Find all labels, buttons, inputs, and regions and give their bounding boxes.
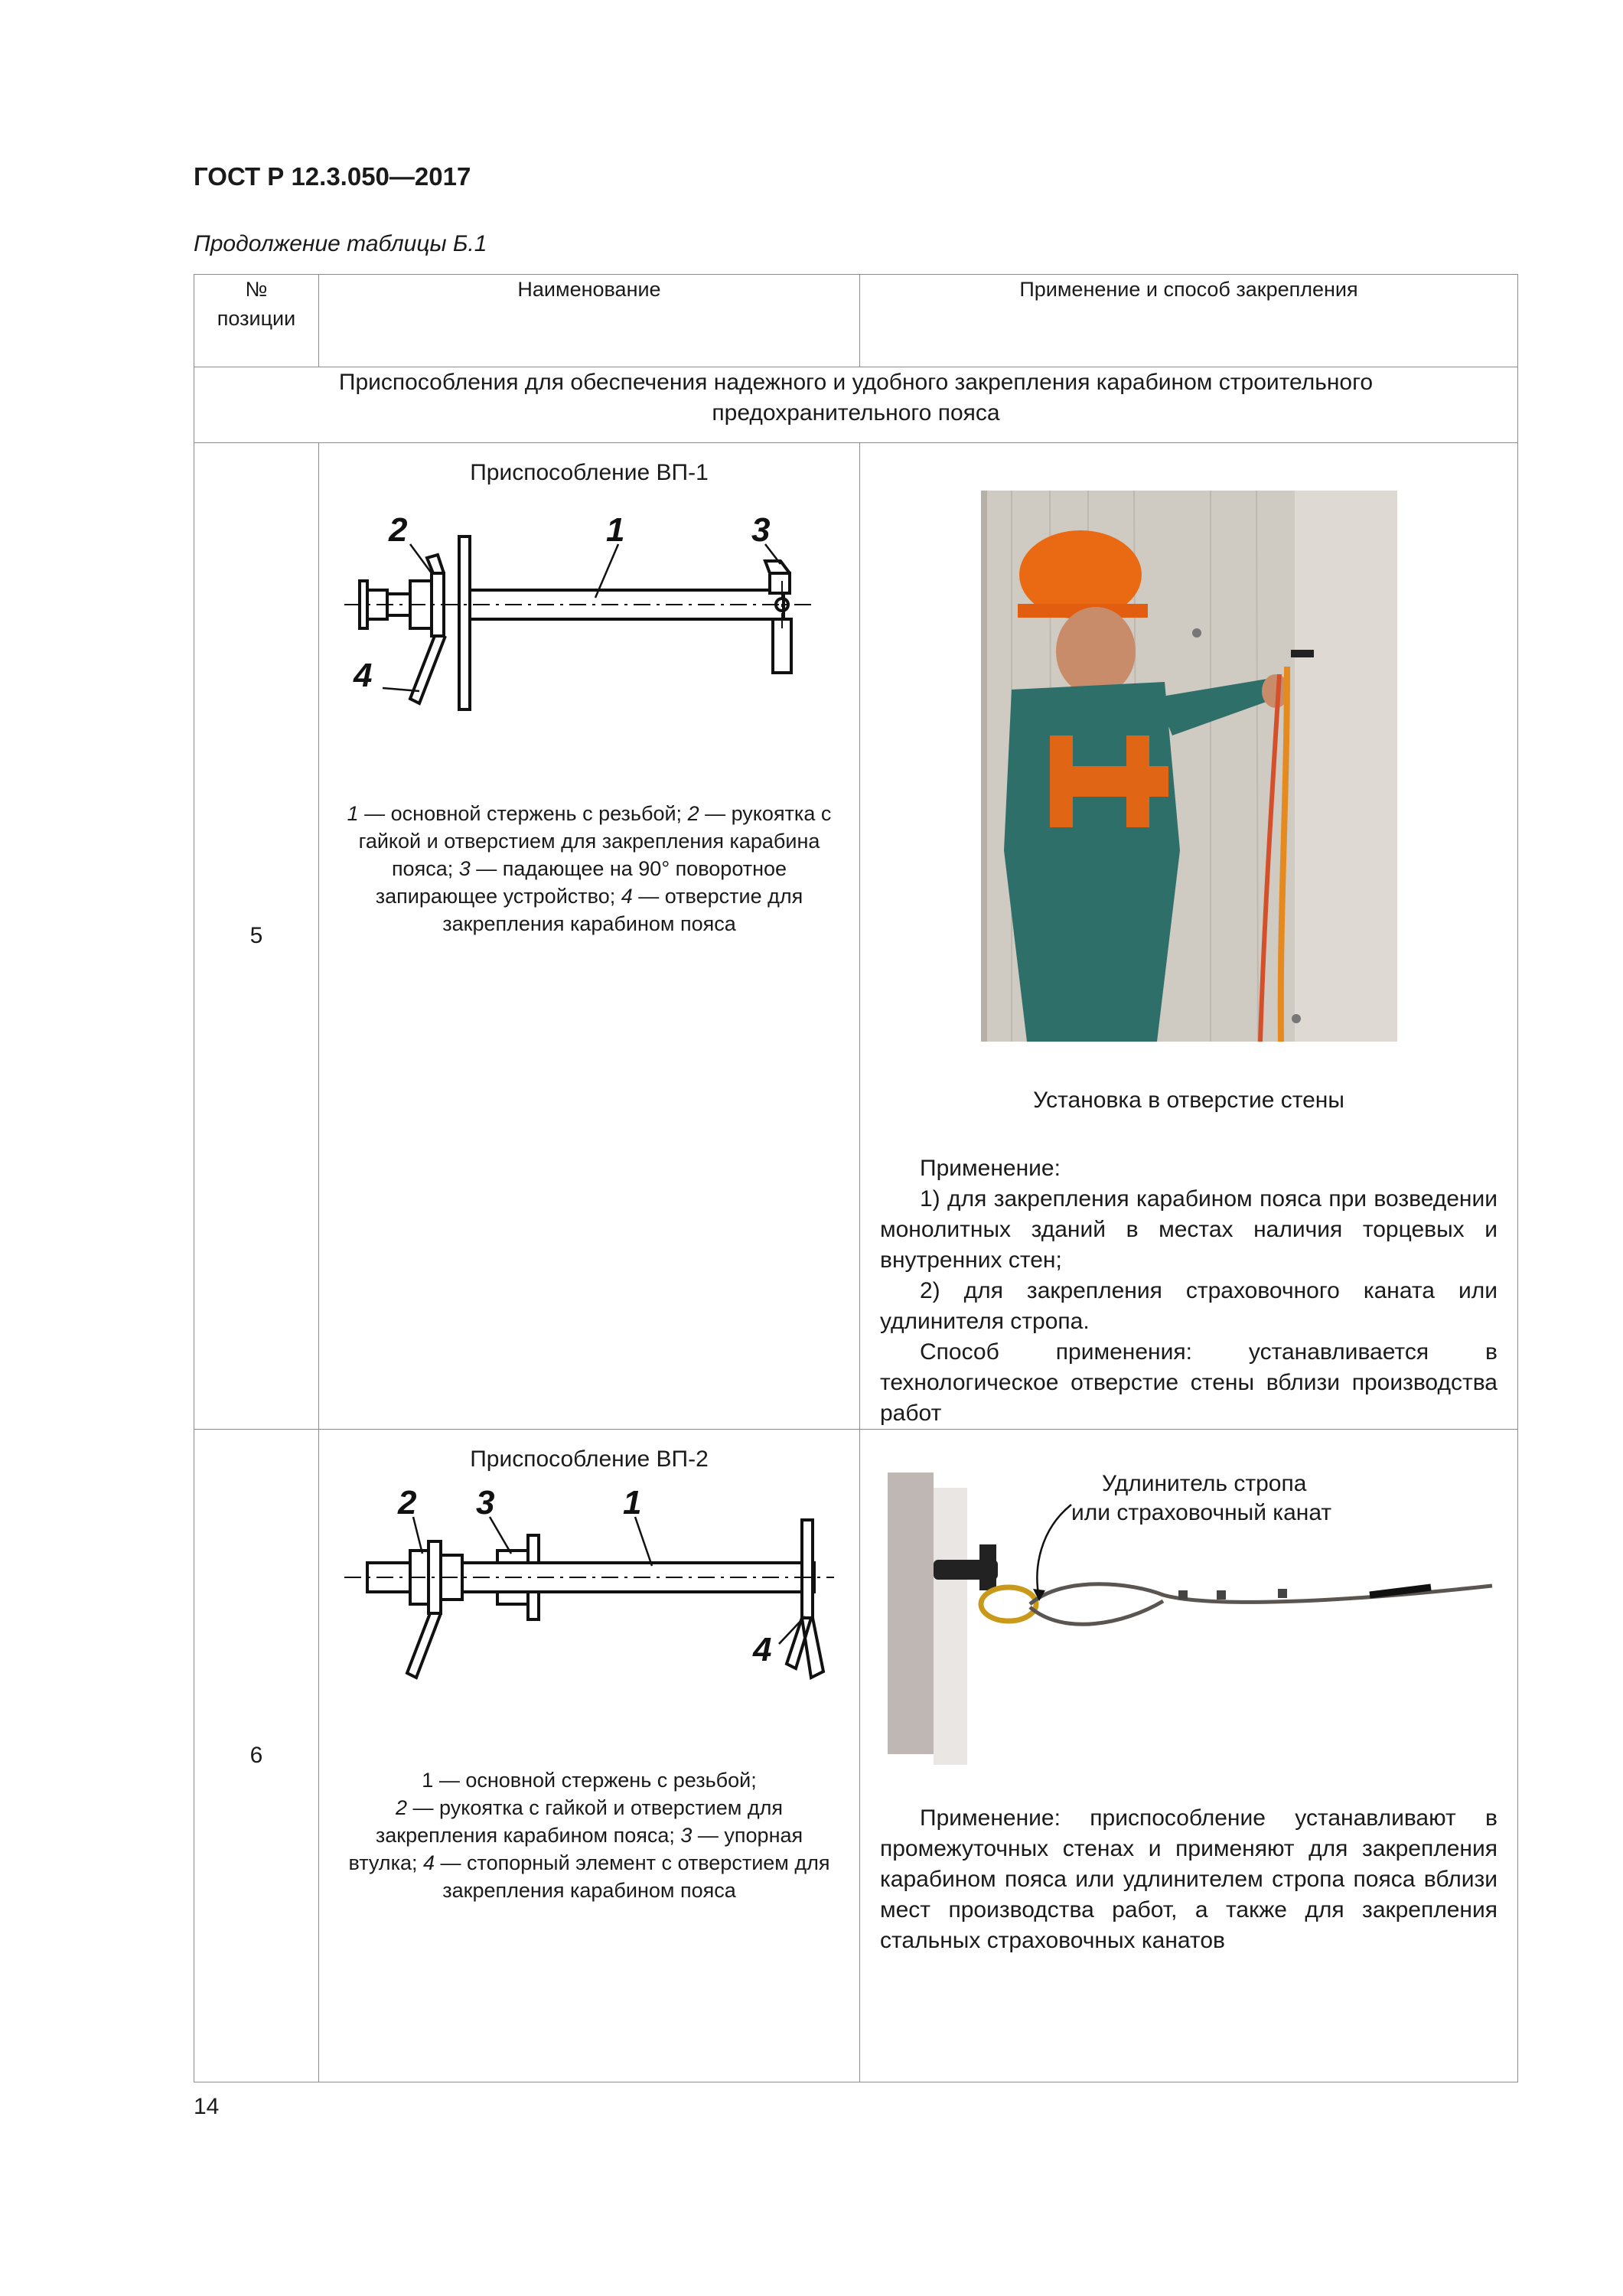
device-title: Приспособление ВП-1: [470, 460, 709, 485]
header-application: Применение и способ закрепления: [860, 275, 1518, 367]
vp2-drawing: [337, 1480, 842, 1710]
application-cell: [860, 443, 1518, 1430]
application-line: 2) для закрепления страховочного каната или удлинителя стропа.: [880, 1278, 1498, 1334]
figure-label-2: или страховочный канат: [1071, 1500, 1332, 1525]
header-position-line2: позиции: [217, 307, 296, 330]
page-number: 14: [194, 2094, 220, 2119]
section-row: [194, 367, 1518, 443]
name-cell: [319, 443, 860, 1430]
vp1-drawing: [337, 491, 842, 751]
vp1-label-3: 3: [751, 511, 771, 549]
header-position-line1: №: [245, 278, 268, 301]
application-text: [860, 1803, 1517, 1956]
vp2-legend: 1 — основной стержень с резьбой; 2 — рукоятка с гайкой и отверстием для закрепления карабином пояса; 3 — упорная втулка; 4 — стопорный элемент с отверстием для закрепления карабином пояса: [348, 1769, 830, 1902]
figure-label-1: Удлинитель стропа: [1102, 1471, 1307, 1496]
rope-attachment-figure: [880, 1460, 1507, 1774]
header-name: Наименование: [319, 275, 860, 367]
application-line: Способ применения: устанавливается в технологическое отверстие стены вблизи производства работ: [880, 1339, 1498, 1426]
position-cell: 5: [194, 443, 319, 1430]
header-position: [194, 275, 319, 367]
position-cell: 6: [194, 1430, 319, 2082]
vp2-label-3: 3: [476, 1484, 495, 1521]
table-row: [194, 443, 1518, 1430]
table-row: [194, 1430, 1518, 2082]
vp1-legend: 1 — основной стержень с резьбой; 2 — рукоятка с гайкой и отверстием для закрепления карабина пояса; 3 — падающее на 90° поворотное запирающее устройство; 4 — отверстие для закрепления карабином пояса: [347, 802, 832, 935]
vp1-label-1: 1: [606, 511, 625, 549]
section-title: Приспособления для обеспечения надежного и удобного закрепления карабином строительного предохранительного пояса: [194, 367, 1518, 443]
device-title: Приспособление ВП-2: [470, 1446, 709, 1472]
table-caption: Продолжение таблицы Б.1: [194, 231, 487, 256]
vp1-label-4: 4: [354, 657, 373, 694]
table-header-row: [194, 275, 1518, 367]
name-cell: [319, 1430, 860, 2082]
vp2-label-2: 2: [398, 1484, 417, 1521]
application-text: [860, 1153, 1517, 1429]
application-cell: [860, 1430, 1518, 2082]
vp1-label-2: 2: [389, 511, 408, 549]
vp2-label-4: 4: [753, 1631, 772, 1668]
vp2-label-1: 1: [623, 1484, 642, 1521]
table-b1: [194, 274, 1518, 2082]
application-line: 1) для закрепления карабином пояса при возведении монолитных зданий в местах наличия торцевых и внутренних стен;: [880, 1186, 1498, 1273]
installation-photo: [981, 491, 1397, 1042]
application-line: Применение:: [920, 1156, 1061, 1181]
photo-caption: Установка в отверстие стены: [1033, 1088, 1344, 1113]
document-code: ГОСТ Р 12.3.050—2017: [194, 162, 471, 191]
application-line: Применение: приспособление устанавливают в промежуточных стенах и применяют для закрепления карабином пояса или удлинителем стропа пояса вблизи мест производства работ, а также для закрепления стальных страховочных канатов: [880, 1805, 1498, 1953]
